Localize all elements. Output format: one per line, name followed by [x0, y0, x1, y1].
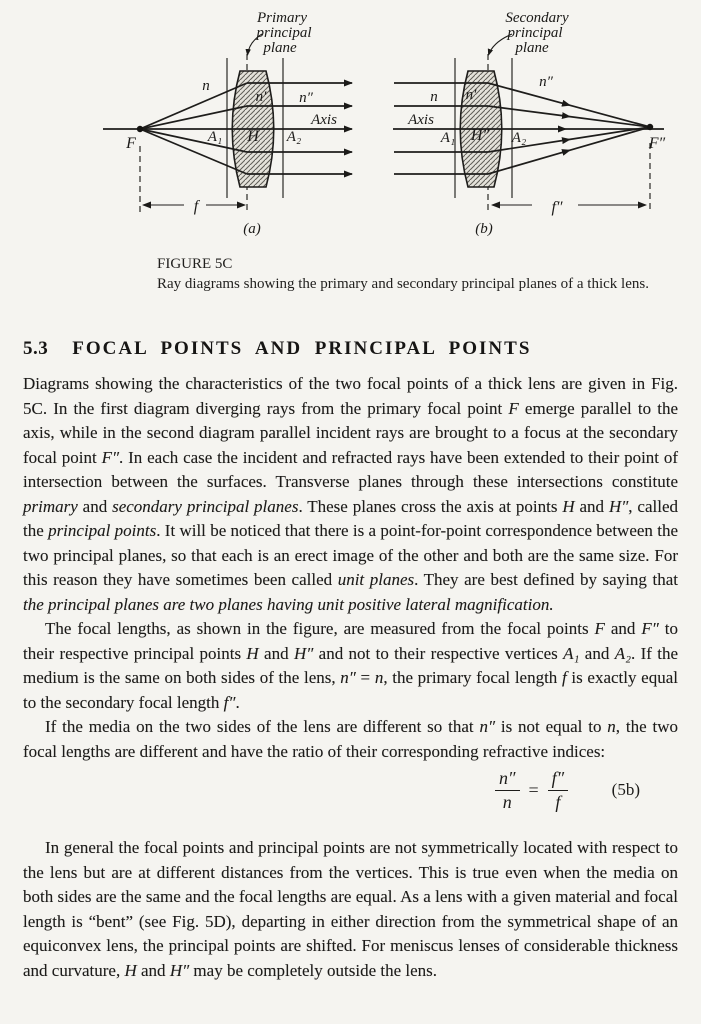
vertex-a1-label: A₁ [207, 129, 223, 145]
focal-point-f-double-prime-dot [647, 124, 653, 130]
figure-caption [157, 254, 654, 294]
primary-plane-label-line1: Primary [257, 10, 307, 26]
figure-caption-title: FIGURE 5C [157, 256, 233, 272]
focal-length-f-label: f [193, 198, 199, 215]
subfigure-b-label: (b) [475, 221, 493, 237]
numerator-n-double-prime: n″ [495, 768, 520, 791]
equals-sign: = [528, 779, 539, 800]
diagram-b [393, 10, 666, 237]
figure-5c-ray-diagrams [0, 0, 701, 248]
fraction-n [495, 768, 520, 812]
text-column [0, 254, 701, 983]
ray [140, 83, 247, 129]
focal-point-f-label: F [126, 135, 136, 152]
vertex-a2-label: A₂ [286, 129, 302, 145]
ray [140, 129, 247, 174]
index-n-double-prime-label: n″ [299, 90, 313, 106]
secondary-plane-label-line2: principal [507, 25, 563, 41]
vertex-a1-label: A₁ [440, 130, 456, 146]
focal-point-f-dot [137, 126, 143, 132]
focal-length-f-double-prime-label: f″ [551, 199, 563, 216]
section-title: FOCAL POINTS AND PRINCIPAL POINTS [72, 338, 532, 359]
index-n-prime-label: n′ [465, 87, 477, 103]
primary-plane-label-line2: principal [256, 25, 312, 41]
subfigure-a-label: (a) [243, 221, 261, 237]
secondary-plane-label-line3: plane [515, 40, 549, 56]
figure-caption-text: Ray diagrams showing the primary and secondary principal planes of a thick lens. [157, 276, 649, 292]
paragraph-1: Diagrams showing the characteristics of the two focal points of a thick lens are given in Fig. 5C. In the first diagram diverging rays from the primary focal point F emerge parallel to the axis, while in the second diagram parallel incident rays are brought to a focus at the secondary focal point F″. In each case the incident and refracted rays have been extended to their point of intersection between the surfaces. Transverse planes through these intersections constitute primary and secondary principal planes. These planes cross the axis at points H and H″, called the principal points. It will be noticed that there is a point-for-point correspondence between the two principal planes, so that each is an erect image of the other and both are the same size. For this reason they have sometimes been called unit planes. They are best defined by saying that the principal planes are two planes having unit positive lateral magnification. [23, 374, 679, 614]
section-number: 5.3 [23, 338, 49, 359]
section-heading [23, 338, 678, 360]
diagram-a [103, 10, 352, 237]
fraction-f [548, 768, 569, 812]
equation-5b [23, 766, 678, 822]
index-n-label: n [430, 89, 438, 105]
equation-number: (5b) [611, 780, 640, 799]
focal-point-f-double-prime-label: F″ [648, 135, 666, 152]
index-n-double-prime-label: n″ [539, 74, 553, 90]
index-n-label: n [202, 78, 210, 94]
ray [140, 129, 247, 152]
equation-body [495, 768, 568, 812]
paragraph-3: If the media on the two sides of the lens are different so that n″ is not equal to n, the two focal lengths are different and have the ratio of their corresponding refractive indices: [23, 717, 678, 761]
denominator-n: n [502, 791, 512, 812]
paragraph-2: The focal lengths, as shown in the figure, are measured from the focal points F and F″ to their respective principal points H and H″ and not to their respective vertices A₁ and A₂. If the medium is the same on both sides of the lens, n″ = n, the primary focal length f is exactly equal to the secondary focal length f″. [23, 619, 679, 712]
principal-point-h-double-prime-label: H″ [470, 127, 490, 144]
axis-label: Axis [408, 112, 434, 128]
principal-point-h-label: H [247, 128, 259, 145]
index-n-prime-label: n′ [255, 89, 267, 105]
vertex-a2-label: A₂ [511, 130, 527, 146]
numerator-f-double-prime: f″ [548, 768, 569, 791]
ray [140, 106, 247, 129]
axis-label: Axis [311, 112, 337, 128]
primary-plane-label-line3: plane [263, 40, 297, 56]
secondary-plane-label-line1: Secondary [505, 10, 569, 26]
paragraph-4: In general the focal points and principal points are not symmetrically located with respect to the lens but are at different distances from the vertices. This is true even when the media on both sides are the same and the focal lengths are equal. As a lens with a given material and focal length is “bent” (see Fig. 5D), departing in either direction from the symmetrical shape of an equiconvex lens, the principal points are shifted. For meniscus lenses of considerable thickness and curvature, H and H″ may be completely outside the lens. [23, 838, 678, 980]
denominator-f: f [555, 791, 561, 812]
